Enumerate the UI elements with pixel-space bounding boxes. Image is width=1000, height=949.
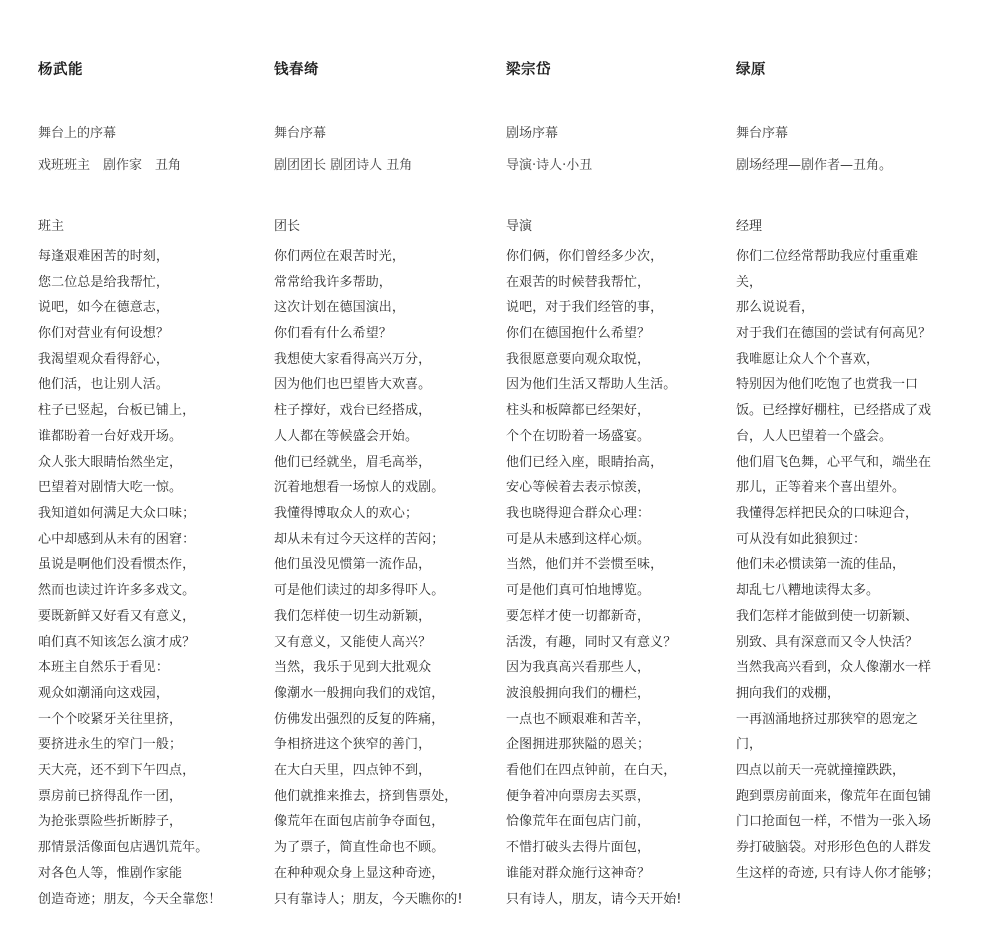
translation-column-1 bbox=[38, 62, 274, 912]
verse-line: 柱头和板障都已经架好， bbox=[506, 403, 651, 419]
cast-list: 导演·诗人·小丑 bbox=[506, 157, 593, 173]
verse-line: 关， bbox=[736, 274, 763, 290]
verse-line: 为抢张票险些折断脖子， bbox=[38, 814, 183, 830]
verse-line: 特别因为他们吃饱了也赏我一口 bbox=[736, 377, 919, 393]
verse-line: 谁能对群众施行这神奇？ bbox=[506, 865, 651, 881]
verse-line: 巴望着对剧情大吃一惊。 bbox=[38, 480, 183, 496]
verse-line: 只有诗人，朋友，请今天开始! bbox=[506, 891, 682, 907]
verse-line: 我想使大家看得高兴万分， bbox=[274, 351, 432, 367]
verse-line: 台，人人巴望着一个盛会。 bbox=[736, 428, 893, 444]
verse-line: 咱们真不知该怎么演才成？ bbox=[38, 634, 196, 650]
verse-line: 我懂得博取众人的欢心； bbox=[274, 506, 419, 521]
speaker-name: 团长 bbox=[274, 218, 301, 234]
verse-line: 本班主自然乐于看见： bbox=[38, 660, 170, 676]
verse-line: 那儿，正等着来个喜出望外。 bbox=[736, 480, 906, 496]
verse-line: 我很愿意要向观众取悦， bbox=[506, 351, 651, 367]
verse-line: 您二位总是给我帮忙， bbox=[38, 274, 170, 290]
verse-line: 仿佛发出强烈的反复的阵痛， bbox=[274, 711, 445, 727]
verse-line: 波浪般拥向我们的栅栏， bbox=[506, 685, 651, 701]
verse-line: 跑到票房前面来，像荒年在面包铺 bbox=[736, 788, 932, 804]
verse-line: 却乱七八糟地读得太多。 bbox=[736, 583, 880, 599]
verse-line: 创造奇迹；朋友，今天全靠您！ bbox=[38, 891, 222, 907]
verse-line: 像荒年在面包店前争夺面包， bbox=[274, 814, 445, 830]
verse-line: 票房前已挤得乱作一团， bbox=[38, 788, 183, 804]
verse-line: 柱子撑好，戏台已经搭成， bbox=[274, 403, 432, 419]
verse-line: 我懂得怎样把民众的口味迎合， bbox=[736, 506, 919, 521]
verse-line: 那情景活像面包店遇饥荒年。 bbox=[38, 840, 209, 856]
verse-line: 我渴望观众看得舒心， bbox=[38, 351, 170, 367]
verse-line: 那么说说看， bbox=[736, 300, 815, 316]
verse-line: 你们在德国抱什么希望？ bbox=[506, 326, 651, 342]
verse-line: 你们两位在艰苦时光， bbox=[274, 248, 406, 264]
verse-line: 沉着地想看一场惊人的戏剧。 bbox=[274, 480, 445, 496]
verse-line: 当然我高兴看到，众人像潮水一样 bbox=[736, 660, 932, 676]
verse-line: 对各色人等，惟剧作家能 bbox=[38, 865, 183, 881]
verse-line: 活泼，有趣，同时又有意义？ bbox=[506, 634, 677, 650]
verse-line: 常常给我许多帮助， bbox=[274, 274, 392, 290]
verse-line: 四点以前天一亮就撞撞跌跌， bbox=[736, 763, 906, 779]
verse-line: 要挤进永生的窄门一般； bbox=[38, 737, 183, 753]
verse-line: 像潮水一般拥向我们的戏馆， bbox=[274, 685, 445, 701]
verse-line: 要怎样才使一切都新奇， bbox=[506, 608, 651, 624]
verse-line: 他们虽没见惯第一流作品， bbox=[274, 557, 432, 573]
verse-line: 在大白天里，四点钟不到， bbox=[274, 763, 432, 779]
verse-line: 我唯愿让众人个个喜欢， bbox=[736, 351, 880, 367]
verse-line: 为了票子，简直性命也不顾。 bbox=[274, 840, 445, 856]
verse-line: 他们就推来推去，挤到售票处， bbox=[274, 788, 458, 804]
verse-line: 你们二位经常帮助我应付重重难 bbox=[736, 248, 919, 264]
verse-line: 说吧，如今在德意志， bbox=[38, 300, 170, 316]
speaker-name: 导演 bbox=[506, 218, 533, 234]
verse-line: 不惜打破头去得片面包， bbox=[506, 840, 651, 856]
verse-line: 当然，他们并不尝惯至味， bbox=[506, 557, 664, 573]
verse-line: 一点也不顾艰难和苦辛， bbox=[506, 711, 651, 727]
translation-column-3 bbox=[506, 62, 736, 912]
verse-line: 个个在切盼着一场盛宴。 bbox=[506, 428, 651, 444]
verse-line: 因为我真高兴看那些人， bbox=[506, 660, 651, 676]
verse-line: 生这样的奇迹, 只有诗人你才能够； bbox=[736, 865, 940, 881]
verse-line: 当然，我乐于见到大批观众 bbox=[274, 660, 432, 676]
verse-line: 看他们在四点钟前，在白天， bbox=[506, 763, 677, 779]
scene-title: 剧场序幕 bbox=[506, 126, 559, 142]
verse-line: 观众如潮涌向这戏园， bbox=[38, 685, 170, 701]
verse-line: 他们已经入座，眼睛抬高， bbox=[506, 454, 664, 470]
verse-line: 便争着冲向票房去买票， bbox=[506, 788, 651, 804]
translator-name: 绿原 bbox=[736, 62, 766, 78]
translation-column-2 bbox=[274, 62, 506, 912]
cast-list: 剧团团长 剧团诗人 丑角 bbox=[274, 157, 413, 173]
verse-line: 却从未有过今天这样的苦闷； bbox=[274, 531, 445, 547]
cast-list: 戏班班主 剧作家 丑角 bbox=[38, 157, 182, 173]
verse-line: 说吧，对于我们经管的事， bbox=[506, 300, 664, 316]
verse-line: 一再汹涌地挤过那狭窄的恩宠之 bbox=[736, 711, 919, 727]
translation-column-4 bbox=[736, 62, 970, 887]
verse-line: 券打破脑袋。对形形色色的人群发 bbox=[736, 840, 932, 856]
scene-title: 舞台序幕 bbox=[736, 126, 789, 142]
verse-lines bbox=[38, 244, 260, 912]
verse-line: 企图拥进那狭隘的恩关； bbox=[506, 737, 651, 753]
verse-line: 你们对营业有何设想？ bbox=[38, 326, 170, 342]
verse-line: 可是他们真可怕地博览。 bbox=[506, 583, 651, 599]
verse-lines bbox=[274, 244, 492, 912]
verse-line: 可是他们读过的却多得吓人。 bbox=[274, 583, 445, 599]
verse-line: 他们眉飞色舞，心平气和，端坐在 bbox=[736, 454, 932, 470]
verse-line: 他们已经就坐，眉毛高举， bbox=[274, 454, 432, 470]
verse-line: 你们看有什么希望？ bbox=[274, 326, 392, 342]
speaker-name: 班主 bbox=[38, 218, 65, 234]
translator-name: 杨武能 bbox=[38, 62, 83, 78]
speaker-name: 经理 bbox=[736, 218, 763, 234]
verse-line: 门口抢面包一样，不惜为一张入场 bbox=[736, 814, 932, 830]
verse-line: 恰像荒年在面包店门前， bbox=[506, 814, 651, 830]
cast-list: 剧场经理—剧作者—丑角。 bbox=[736, 157, 893, 173]
verse-line: 你们俩，你们曾经多少次， bbox=[506, 248, 664, 264]
verse-line: 我们怎样才能做到使一切新颖、 bbox=[736, 608, 919, 624]
scene-title: 舞台上的序幕 bbox=[38, 126, 117, 142]
verse-line: 然而也读过许许多多戏文。 bbox=[38, 583, 196, 599]
verse-line: 虽说是啊他们没看惯杰作， bbox=[38, 557, 196, 573]
verse-line: 因为他们生活又帮助人生活。 bbox=[506, 377, 677, 393]
verse-line: 在艰苦的时候替我帮忙， bbox=[506, 274, 651, 290]
scene-title: 舞台序幕 bbox=[274, 126, 327, 142]
verse-line: 可是从未感到这样心烦。 bbox=[506, 531, 651, 547]
verse-line: 一个个咬紧牙关往里挤， bbox=[38, 711, 183, 727]
verse-line: 拥向我们的戏棚， bbox=[736, 685, 841, 701]
verse-line: 人人都在等候盛会开始。 bbox=[274, 428, 419, 444]
translator-name: 钱春绮 bbox=[274, 62, 319, 78]
verse-line: 饭。已经撑好棚柱，已经搭成了戏 bbox=[736, 403, 932, 419]
verse-line: 他们未必惯读第一流的佳品， bbox=[736, 557, 906, 573]
verse-line: 我们怎样使一切生动新颖， bbox=[274, 608, 432, 624]
translator-name: 梁宗岱 bbox=[506, 62, 551, 78]
verse-line: 争相挤进这个狭窄的善门， bbox=[274, 737, 432, 753]
verse-line: 门， bbox=[736, 737, 763, 753]
verse-line: 在种种观众身上显这种奇迹， bbox=[274, 865, 445, 881]
verse-lines bbox=[736, 244, 970, 887]
verse-line: 因为他们也巴望皆大欢喜。 bbox=[274, 377, 432, 393]
verse-line: 要既新鲜又好看又有意义， bbox=[38, 608, 196, 624]
verse-line: 谁都盼着一台好戏开场。 bbox=[38, 428, 183, 444]
verse-line: 我也晓得迎合群众心理： bbox=[506, 506, 651, 521]
verse-line: 众人张大眼睛怡然坐定， bbox=[38, 454, 183, 470]
verse-line: 天大亮，还不到下午四点， bbox=[38, 763, 196, 779]
verse-line: 每逢艰难困苦的时刻， bbox=[38, 248, 170, 264]
verse-line: 心中却感到从未有的困窘： bbox=[38, 531, 196, 547]
verse-line: 可从没有如此狼狈过： bbox=[736, 531, 867, 547]
verse-line: 这次计划在德国演出， bbox=[274, 300, 406, 316]
verse-line: 他们活，也让别人活。 bbox=[38, 377, 170, 393]
verse-lines bbox=[506, 244, 722, 912]
verse-line: 我知道如何满足大众口味； bbox=[38, 506, 196, 521]
verse-line: 又有意义，又能使人高兴？ bbox=[274, 634, 432, 650]
translation-columns bbox=[38, 62, 970, 912]
verse-line: 柱子已竖起，台板已铺上， bbox=[38, 403, 196, 419]
verse-line: 只有靠诗人；朋友，今天瞧你的! bbox=[274, 891, 463, 907]
verse-line: 对于我们在德国的尝试有何高见？ bbox=[736, 326, 932, 342]
verse-line: 安心等候着去表示惊羡， bbox=[506, 480, 651, 496]
verse-line: 别致、具有深意而又令人快活？ bbox=[736, 634, 919, 650]
